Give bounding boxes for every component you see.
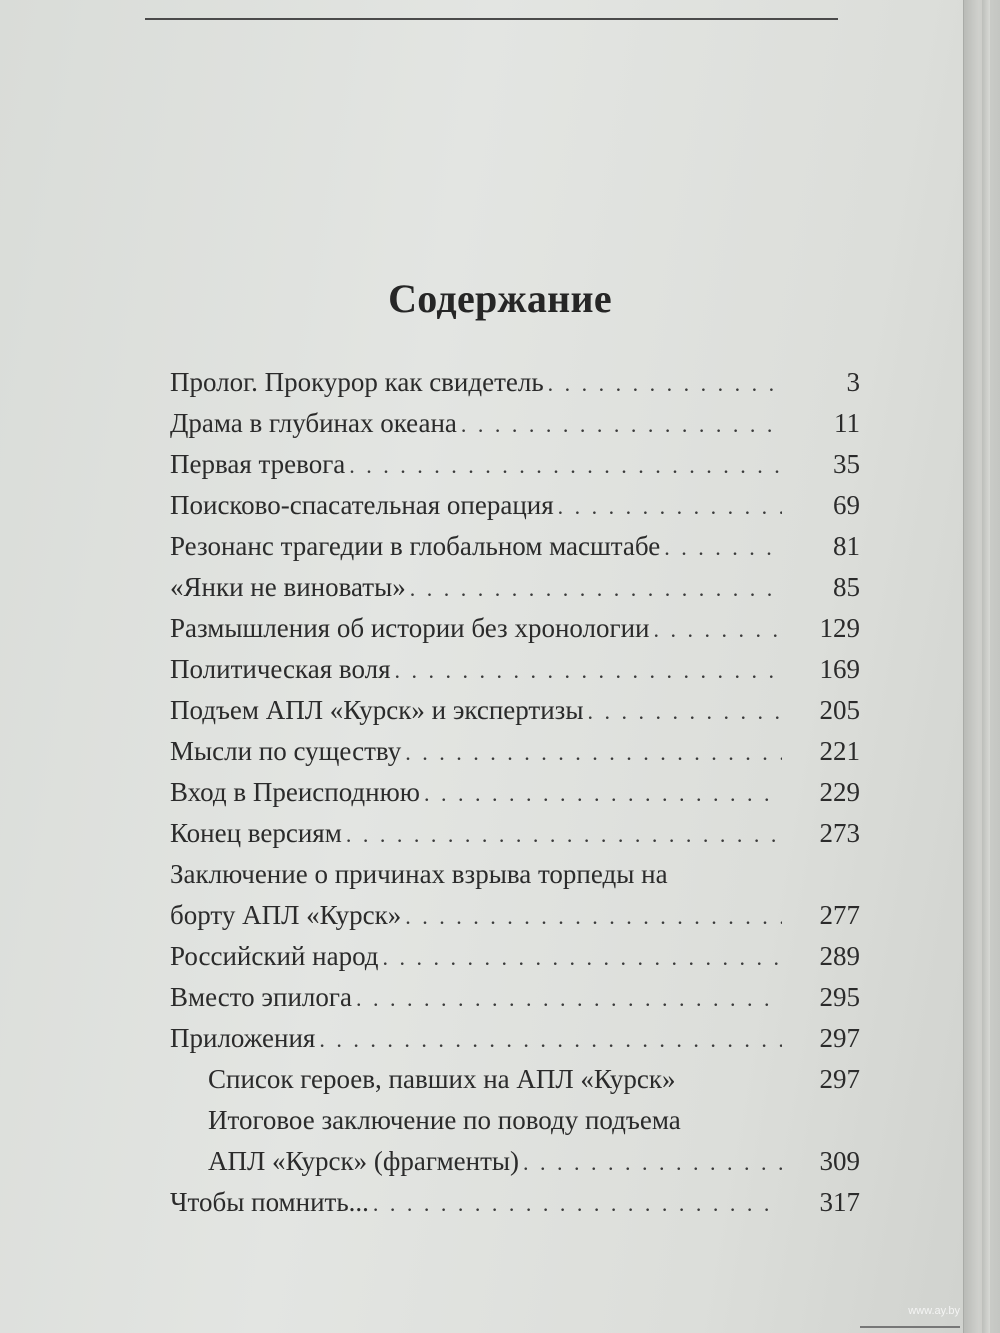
toc-entry	[170, 444, 860, 485]
toc-entry-label: Мысли по существу	[170, 736, 402, 766]
toc-page-number: 11	[834, 408, 860, 438]
toc-entry	[170, 608, 860, 649]
toc-subentry-label: АПЛ «Курск» (фрагменты)	[208, 1146, 520, 1176]
header-rule	[145, 18, 838, 20]
toc-leader-dots	[523, 1142, 782, 1183]
toc-page-number: 309	[819, 1146, 860, 1176]
toc-entry	[170, 485, 860, 526]
toc-entry-label: Российский народ	[170, 941, 379, 971]
toc-leader-dots	[558, 486, 782, 527]
toc-entry-label: Конец версиям	[170, 818, 342, 848]
toc-page-number: 289	[819, 941, 860, 971]
toc-entry-label: Первая тревога	[170, 449, 346, 479]
toc-entry	[170, 403, 860, 444]
toc-entry-prologue	[170, 362, 860, 403]
toc-entry-label: Вход в Преисподнюю	[170, 777, 420, 807]
toc-leader-dots	[654, 609, 783, 650]
table-of-contents	[170, 362, 860, 1223]
page-title: Содержание	[388, 276, 612, 321]
toc-leader-dots	[356, 978, 782, 1019]
toc-page-number: 81	[833, 531, 860, 561]
toc-page-number: 129	[819, 613, 860, 643]
toc-page-number: 229	[819, 777, 860, 807]
toc-leader-dots	[405, 732, 782, 773]
toc-entry-label: Пролог. Прокурор как свидетель	[170, 367, 544, 397]
toc-page-number: 221	[819, 736, 860, 766]
toc-page-number: 85	[833, 572, 860, 602]
toc-entry	[170, 567, 860, 608]
toc-entry-label-first-line: Заключение о причинах взрыва торпеды на	[170, 859, 668, 889]
toc-page-number: 295	[819, 982, 860, 1012]
toc-page-number: 69	[833, 490, 860, 520]
toc-entry	[170, 649, 860, 690]
toc-entry	[170, 977, 860, 1018]
toc-leader-dots	[349, 445, 782, 486]
toc-leader-dots	[405, 896, 782, 937]
toc-entry	[170, 936, 860, 977]
toc-leader-dots	[461, 404, 782, 445]
footer-rule	[860, 1326, 960, 1328]
toc-leader-dots	[664, 527, 782, 568]
toc-leader-dots	[587, 691, 782, 732]
toc-page-number: 297	[819, 1023, 860, 1053]
toc-subentry-label-first-line: Итоговое заключение по поводу подъема	[208, 1105, 681, 1135]
toc-leader-dots	[373, 1183, 782, 1224]
toc-entry-label: борту АПЛ «Курск»	[170, 900, 402, 930]
toc-entry	[170, 731, 860, 772]
toc-leader-dots	[319, 1019, 782, 1060]
toc-subentry	[170, 1059, 860, 1100]
toc-entry-label: «Янки не виноваты»	[170, 572, 406, 602]
toc-entry-label: Вместо эпилога	[170, 982, 352, 1012]
toc-page-number: 277	[819, 900, 860, 930]
toc-entry-label: Подъем АПЛ «Курск» и экспертизы	[170, 695, 584, 725]
toc-entry-label: Резонанс трагедии в глобальном масштабе	[170, 531, 661, 561]
toc-entry	[170, 690, 860, 731]
watermark: www.ay.by	[908, 1305, 960, 1317]
toc-page-number: 35	[833, 449, 860, 479]
toc-leader-dots	[395, 650, 783, 691]
toc-entry-label: Политическая воля	[170, 654, 391, 684]
toc-entry-label: Поисково-спасательная операция	[170, 490, 554, 520]
toc-leader-dots	[424, 773, 782, 814]
toc-page-number: 205	[819, 695, 860, 725]
toc-leader-dots	[548, 363, 782, 404]
toc-entry-label: Приложения	[170, 1023, 316, 1053]
toc-entry	[170, 1018, 860, 1059]
toc-page-number: 273	[819, 818, 860, 848]
toc-page-number: 169	[819, 654, 860, 684]
toc-leader-dots	[346, 814, 782, 855]
toc-entry-label: Чтобы помнить...	[170, 1187, 369, 1217]
toc-subentry-label: Список героев, павших на АПЛ «Курск»	[208, 1064, 676, 1094]
toc-subentry	[170, 1141, 860, 1182]
toc-entry	[170, 813, 860, 854]
toc-leader-dots	[410, 568, 782, 609]
page-edge-shadow	[982, 0, 990, 1333]
toc-entry-label: Размышления об истории без хронологии	[170, 613, 650, 643]
toc-page-number: 317	[819, 1187, 860, 1217]
toc-entry	[170, 526, 860, 567]
toc-page-number: 3	[846, 367, 860, 397]
toc-entry	[170, 772, 860, 813]
book-page-edge	[963, 0, 1000, 1333]
toc-leader-dots	[383, 937, 782, 978]
toc-entry-label: Драма в глубинах океана	[170, 408, 457, 438]
toc-entry	[170, 1182, 860, 1223]
toc-entry	[170, 895, 860, 936]
toc-page-number: 297	[819, 1064, 860, 1094]
